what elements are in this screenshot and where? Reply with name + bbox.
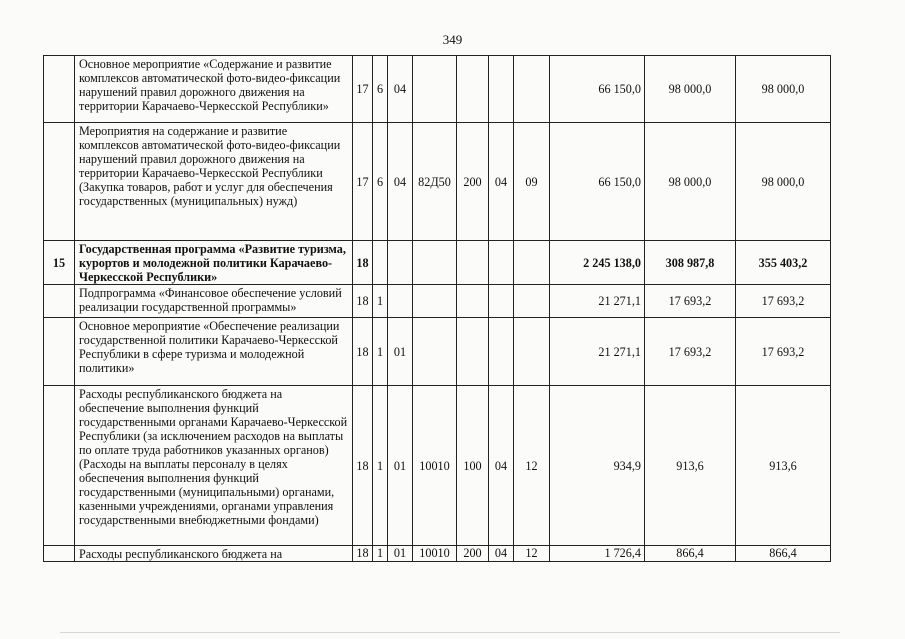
cell-v3: 866,4 [736,546,831,562]
cell-c5 [457,56,489,123]
cell-c1: 18 [353,386,373,546]
cell-c5 [457,285,489,318]
cell-c7: 12 [514,386,550,546]
cell-v3: 913,6 [736,386,831,546]
cell-c3: 01 [388,386,413,546]
cell-v2: 17 693,2 [645,318,736,386]
cell-v2: 98 000,0 [645,123,736,241]
cell-c6: 04 [489,386,514,546]
table-row [44,241,831,285]
cell-num [44,546,75,562]
cell-v3: 17 693,2 [736,318,831,386]
cell-c7 [514,285,550,318]
cell-c1: 18 [353,546,373,562]
table-row [44,56,831,123]
cell-name: Подпрограмма «Финансовое обеспечение условий реализации государственной программы» [75,285,353,318]
page-number: 349 [442,32,463,47]
cell-c5 [457,241,489,285]
cell-c3: 04 [388,123,413,241]
cell-c1: 18 [353,318,373,386]
cell-v2: 913,6 [645,386,736,546]
cell-c4 [413,241,457,285]
cell-c1: 17 [353,123,373,241]
table-row [44,123,831,241]
cell-name: Расходы республиканского бюджета на обеспечение выполнения функций государственными органами Карачаево-Черкесской Республики (за исключением расходов на выплаты по оплате труда работников указанных органов) (Расходы на выплаты персоналу в целях обеспечения выполнения функций государственными (муниципальными) органами, казенными учреждениями, органами управления государственными внебюджетными фондами) [75,386,353,546]
cell-c4 [413,56,457,123]
cell-num [44,318,75,386]
cell-c5: 100 [457,386,489,546]
cell-c7: 12 [514,546,550,562]
cell-name: Основное мероприятие «Обеспечение реализации государственной политики Карачаево-Черкесской Республики в сфере туризма и молодежной политики» [75,318,353,386]
cell-c2: 1 [373,318,388,386]
cell-c3: 01 [388,318,413,386]
table-row [44,318,831,386]
table-row [44,285,831,318]
cell-c4: 10010 [413,386,457,546]
cell-c3: 01 [388,546,413,562]
cell-v1: 934,9 [550,386,645,546]
cell-c2: 6 [373,56,388,123]
cell-c5: 200 [457,123,489,241]
cell-c4: 10010 [413,546,457,562]
table-row [44,546,831,562]
cell-c5 [457,318,489,386]
cell-v3: 355 403,2 [736,241,831,285]
cell-v2: 98 000,0 [645,56,736,123]
cell-c7: 09 [514,123,550,241]
cell-c6 [489,241,514,285]
cell-c2: 1 [373,285,388,318]
cell-v1: 21 271,1 [550,318,645,386]
cell-c6 [489,285,514,318]
cell-c1: 18 [353,285,373,318]
cell-v3: 17 693,2 [736,285,831,318]
cell-name: Государственная программа «Развитие туризма, курортов и молодежной политики Карачаево-Черкесской Республики» [75,241,353,285]
cell-c7 [514,241,550,285]
cell-v1: 2 245 138,0 [550,241,645,285]
cell-num [44,123,75,241]
cell-c6 [489,56,514,123]
cell-c3 [388,285,413,318]
cell-v1: 66 150,0 [550,56,645,123]
cell-v2: 866,4 [645,546,736,562]
cell-c6: 04 [489,123,514,241]
cell-c3 [388,241,413,285]
cell-num: 15 [44,241,75,285]
cell-v2: 308 987,8 [645,241,736,285]
cell-v2: 17 693,2 [645,285,736,318]
cell-num [44,386,75,546]
cell-c2: 1 [373,386,388,546]
budget-table [43,55,831,562]
cell-c4 [413,285,457,318]
cell-c4 [413,318,457,386]
cell-c6 [489,318,514,386]
table-row [44,386,831,546]
cell-v1: 21 271,1 [550,285,645,318]
cell-c5: 200 [457,546,489,562]
cell-c1: 18 [353,241,373,285]
cell-v1: 66 150,0 [550,123,645,241]
cell-c2: 1 [373,546,388,562]
cell-c7 [514,318,550,386]
cell-c2 [373,241,388,285]
cell-c4: 82Д50 [413,123,457,241]
cell-v3: 98 000,0 [736,56,831,123]
cell-v1: 1 726,4 [550,546,645,562]
cell-c1: 17 [353,56,373,123]
cell-v3: 98 000,0 [736,123,831,241]
cell-c6: 04 [489,546,514,562]
cell-name: Основное мероприятие «Содержание и развитие комплексов автоматической фото-видео-фиксации нарушений правил дорожного движения на территории Карачаево-Черкесской Республики» [75,56,353,123]
cell-num [44,285,75,318]
scan-edge-line [60,632,840,633]
cell-c7 [514,56,550,123]
cell-num [44,56,75,123]
cell-name: Расходы республиканского бюджета на [75,546,353,562]
cell-name: Мероприятия на содержание и развитие комплексов автоматической фото-видео-фиксации нарушений правил дорожного движения на территории Карачаево-Черкесской Республики (Закупка товаров, работ и услуг для обеспечения государственных (муниципальных) нужд) [75,123,353,241]
cell-c2: 6 [373,123,388,241]
cell-c3: 04 [388,56,413,123]
